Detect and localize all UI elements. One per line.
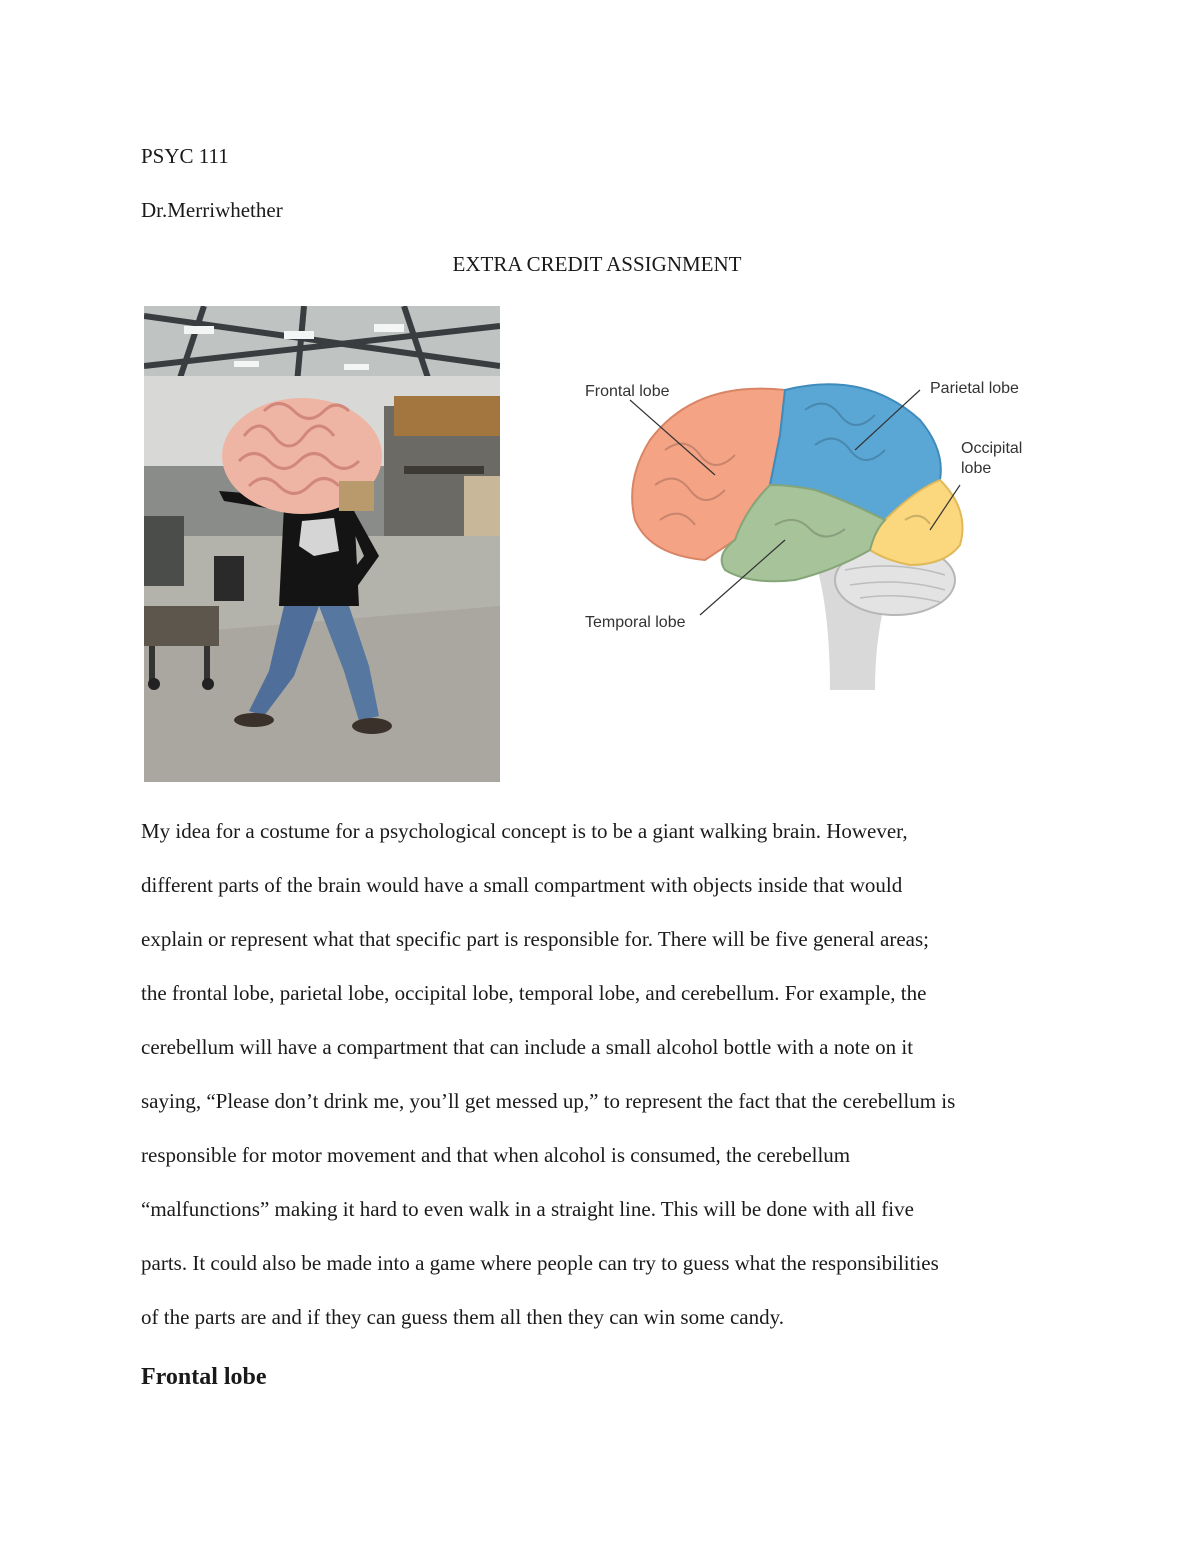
body-line: My idea for a costume for a psychological concept is to be a giant walking brain. However,: [141, 819, 908, 843]
body-line: cerebellum will have a compartment that can include a small alcohol bottle with a note on it: [141, 1035, 914, 1059]
body-text: [141, 804, 1081, 1344]
body-line: responsible for motor movement and that when alcohol is consumed, the cerebellum: [141, 1143, 851, 1167]
temporal-lobe-label: Temporal lobe: [585, 614, 686, 631]
body-line: the frontal lobe, parietal lobe, occipital lobe, temporal lobe, and cerebellum. For example, the: [141, 981, 927, 1005]
parietal-lobe-label: Parietal lobe: [930, 380, 1019, 397]
body-line: explain or represent what that specific part is responsible for. There will be five general areas;: [141, 927, 929, 951]
assignment-title: EXTRA CREDIT ASSIGNMENT: [452, 252, 742, 276]
brain-lobes-diagram: [575, 370, 1045, 700]
body-line: parts. It could also be made into a game where people can try to guess what the responsibilities: [141, 1251, 939, 1275]
frontal-lobe-label: Frontal lobe: [585, 383, 670, 400]
instructor-name: Dr.Merriwhether: [141, 198, 283, 222]
brain-costume-image: [144, 306, 500, 782]
section-heading: Frontal lobe: [141, 1364, 267, 1390]
body-line: “malfunctions” making it hard to even walk in a straight line. This will be done with all five: [141, 1197, 914, 1221]
body-line: saying, “Please don’t drink me, you’ll get messed up,” to represent the fact that the cerebellum is: [141, 1089, 956, 1113]
brain-costume-photo: [144, 306, 500, 782]
occipital-lobe-label-line1: Occipital: [961, 440, 1023, 457]
course-name: PSYC 111: [141, 144, 229, 168]
brain-diagram-svg: [575, 370, 1045, 700]
body-line: different parts of the brain would have a small compartment with objects inside that would: [141, 873, 903, 897]
body-line: of the parts are and if they can guess them all then they can win some candy.: [141, 1305, 785, 1329]
occipital-lobe-label-line2: lobe: [961, 460, 992, 477]
